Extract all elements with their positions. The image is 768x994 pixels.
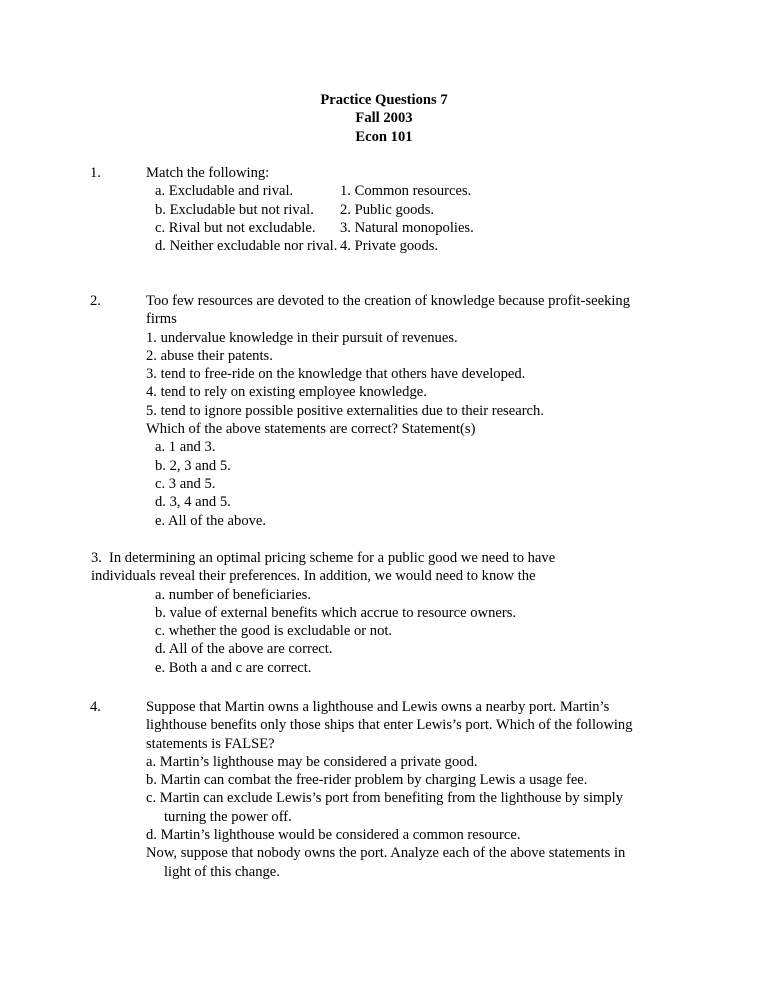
match-row xyxy=(146,201,691,219)
question-number: 2. xyxy=(90,293,101,309)
question-prompt: Match the following: xyxy=(146,165,270,181)
question-prompt-line: lighthouse benefits only those ships that enter Lewis’s port. Which of the following xyxy=(146,717,633,734)
answer-option: b. Martin can combat the free-rider problem by charging Lewis a usage fee. xyxy=(146,772,588,789)
match-left: b. Excludable but not rival. xyxy=(155,201,314,218)
document-course: Econ 101 xyxy=(355,128,413,145)
answer-option: a. number of beneficiaries. xyxy=(155,586,311,603)
answer-option: c. Martin can exclude Lewis’s port from benefiting from the lighthouse by simply xyxy=(146,790,624,807)
match-row xyxy=(146,237,691,255)
question-number: 4. xyxy=(90,699,101,715)
question-prompt-text: In determining an optimal pricing scheme for a public good we need to have xyxy=(109,550,556,566)
question-number: 3. xyxy=(91,550,102,566)
answer-option-continuation: turning the power off. xyxy=(164,808,292,825)
question-number: 1. xyxy=(90,165,101,181)
statement-item: 3. tend to free-ride on the knowledge that others have developed. xyxy=(146,366,526,383)
statement-item: 5. tend to ignore possible positive externalities due to their research. xyxy=(146,402,544,419)
match-left: a. Excludable and rival. xyxy=(155,183,294,200)
answer-option: e. All of the above. xyxy=(155,512,267,529)
answer-option: b. 2, 3 and 5. xyxy=(155,457,231,474)
question-prompt-line: individuals reveal their preferences. In addition, we would need to know the xyxy=(91,568,536,585)
document-term: Fall 2003 xyxy=(355,110,413,127)
statement-item: 4. tend to rely on existing employee knowledge. xyxy=(146,384,427,401)
match-right: 1. Common resources. xyxy=(340,183,472,200)
answer-option: d. All of the above are correct. xyxy=(155,641,333,658)
document-header xyxy=(0,91,768,146)
answer-option: c. 3 and 5. xyxy=(155,475,216,492)
question-prompt-line xyxy=(91,549,691,567)
question-text: Which of the above statements are correct? Statement(s) xyxy=(146,421,476,438)
answer-option: e. Both a and c are correct. xyxy=(155,659,312,676)
answer-option: a. 1 and 3. xyxy=(155,439,216,456)
question-prompt-line: firms xyxy=(146,311,177,328)
answer-option: d. 3, 4 and 5. xyxy=(155,494,231,511)
match-left: c. Rival but not excludable. xyxy=(155,219,316,236)
match-right: 3. Natural monopolies. xyxy=(340,219,474,236)
answer-option: b. value of external benefits which accrue to resource owners. xyxy=(155,604,517,621)
document-title: Practice Questions 7 xyxy=(320,92,448,108)
match-row xyxy=(146,219,691,237)
answer-option: a. Martin’s lighthouse may be considered a private good. xyxy=(146,753,478,770)
question-prompt-line: statements is FALSE? xyxy=(146,735,275,752)
match-right: 2. Public goods. xyxy=(340,201,435,218)
answer-option: c. whether the good is excludable or not. xyxy=(155,623,393,640)
followup-line: light of this change. xyxy=(164,863,280,880)
question-prompt-line: Too few resources are devoted to the creation of knowledge because profit-seeking xyxy=(146,293,631,309)
match-row xyxy=(146,182,691,200)
followup-line: Now, suppose that nobody owns the port. Analyze each of the above statements in xyxy=(146,845,626,862)
match-left: d. Neither excludable nor rival. xyxy=(155,238,338,255)
question-3 xyxy=(91,549,691,677)
question-prompt-line: Suppose that Martin owns a lighthouse and Lewis owns a nearby port. Martin’s xyxy=(146,699,610,715)
answer-option: d. Martin’s lighthouse would be considered a common resource. xyxy=(146,827,521,844)
statement-item: 1. undervalue knowledge in their pursuit of revenues. xyxy=(146,329,458,346)
match-right: 4. Private goods. xyxy=(340,238,439,255)
statement-item: 2. abuse their patents. xyxy=(146,347,273,364)
